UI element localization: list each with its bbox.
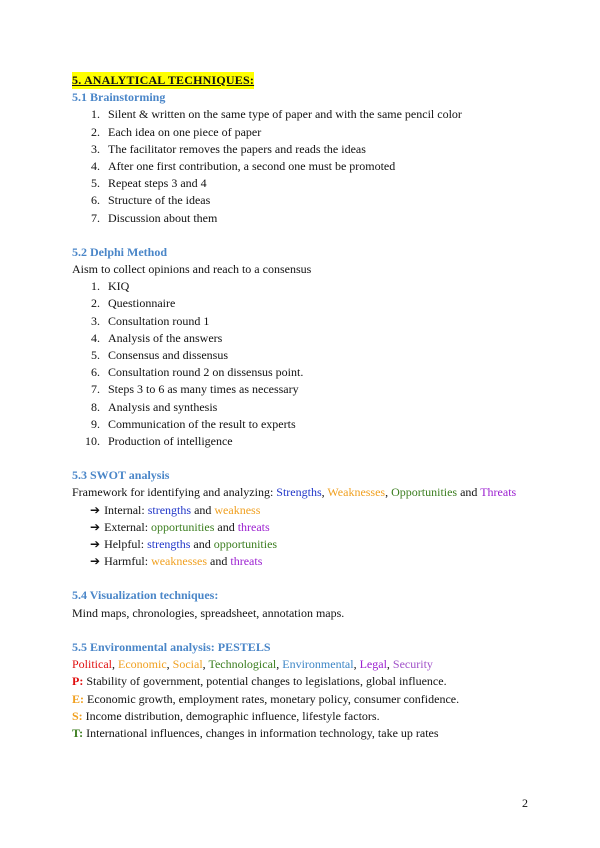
list-item: ➔ Internal: strengths and weakness — [90, 502, 261, 517]
section-title: 5. ANALYTICAL TECHNIQUES: — [72, 72, 254, 89]
swot-heading: 5.3 SWOT analysis — [72, 468, 170, 483]
list-item: 10. Production of intelligence — [85, 434, 233, 449]
arrow-right-icon: ➔ — [90, 554, 101, 569]
list-item: 3. The facilitator removes the papers and reads the ideas — [91, 141, 366, 156]
list-item: 1. KIQ — [91, 279, 130, 294]
pestels-t: T: International influences, changes in information technology, take up rates — [72, 725, 439, 740]
swot-intro: Framework for identifying and analyzing: Strengths, Weaknesses, Opportunities and Threats — [72, 485, 517, 500]
list-item: 2. Questionnaire — [91, 296, 176, 311]
list-item: 7. Steps 3 to 6 as many times as necessary — [91, 382, 299, 397]
arrow-right-icon: ➔ — [90, 502, 101, 517]
pestels-heading: 5.5 Environmental analysis: PESTELS — [72, 639, 271, 654]
brainstorming-list — [72, 106, 532, 226]
list-item: ➔ External: opportunities and threats — [90, 519, 270, 534]
list-item: 4. Analysis of the answers — [91, 330, 223, 345]
visualization-heading: 5.4 Visualization techniques: — [72, 588, 219, 603]
list-item: ➔ Harmful: weaknesses and threats — [90, 554, 263, 569]
section-title-line — [72, 72, 532, 89]
list-item: 4. After one first contribution, a second one must be promoted — [91, 159, 396, 174]
delphi-intro: Aism to collect opinions and reach to a consensus — [72, 262, 312, 277]
visualization-text: Mind maps, chronologies, spreadsheet, annotation maps. — [72, 605, 345, 620]
pestels-s: S: Income distribution, demographic influence, lifestyle factors. — [72, 708, 380, 723]
list-item: 9. Communication of the result to experts — [91, 416, 296, 431]
delphi-heading: 5.2 Delphi Method — [72, 244, 168, 259]
list-item: 5. Consensus and dissensus — [91, 348, 229, 363]
list-item: 3. Consultation round 1 — [91, 313, 210, 328]
delphi-list — [72, 278, 532, 450]
arrow-right-icon: ➔ — [90, 537, 101, 552]
list-item: 6. Structure of the ideas — [91, 193, 211, 208]
list-item: 1. Silent & written on the same type of paper and with the same pencil color — [91, 107, 462, 122]
list-item: 6. Consultation round 2 on dissensus point. — [91, 365, 304, 380]
list-item: 7. Discussion about them — [91, 210, 218, 225]
list-item: ➔ Helpful: strengths and opportunities — [90, 537, 278, 552]
arrow-right-icon: ➔ — [90, 519, 101, 534]
list-item: 2. Each idea on one piece of paper — [91, 124, 262, 139]
pestels-p: P: Stability of government, potential changes to legislations, global influence. — [72, 674, 447, 689]
brainstorming-heading: 5.1 Brainstorming — [72, 90, 166, 105]
page-number: 2 — [522, 796, 528, 810]
page-content — [72, 72, 532, 742]
pestels-e: E: Economic growth, employment rates, monetary policy, consumer confidence. — [72, 691, 460, 706]
swot-list — [72, 502, 532, 571]
pestels-factors: Political, Economic, Social, Technological, Environmental, Legal, Security — [72, 657, 433, 672]
list-item: 8. Analysis and synthesis — [91, 399, 218, 414]
list-item: 5. Repeat steps 3 and 4 — [91, 176, 207, 191]
